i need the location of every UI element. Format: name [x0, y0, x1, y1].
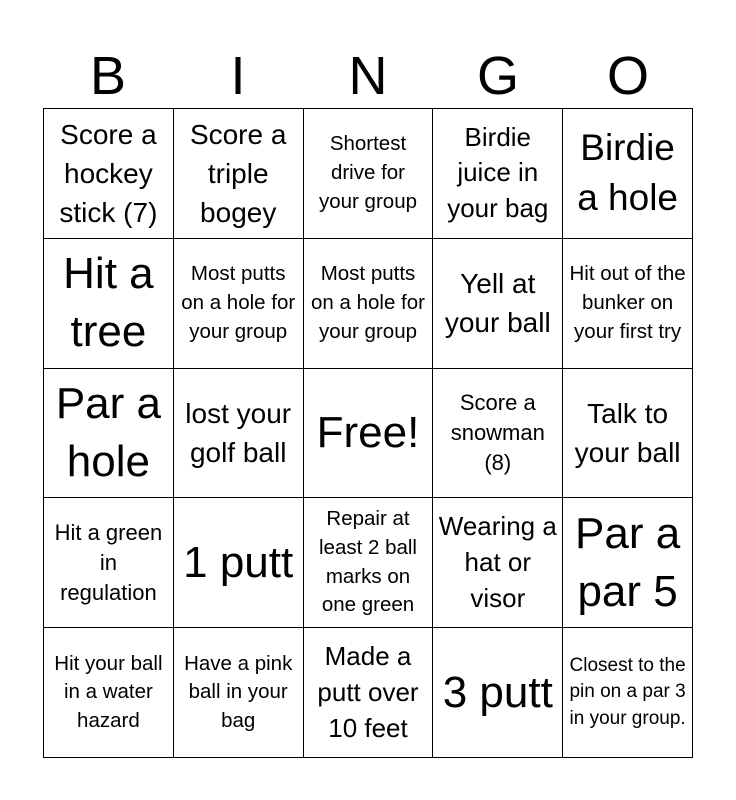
bingo-cell[interactable]: [304, 109, 434, 239]
bingo-cell-text: Most putts on a hole for your group: [311, 262, 425, 343]
bingo-cell-text: Birdie a hole: [577, 127, 678, 219]
bingo-cell-text: 1 putt: [183, 537, 294, 587]
bingo-cell-text: Talk to your ball: [574, 397, 681, 468]
bingo-cell[interactable]: [563, 628, 693, 758]
bingo-cell[interactable]: [304, 628, 434, 758]
bingo-cell[interactable]: [174, 239, 304, 369]
bingo-cell[interactable]: [304, 239, 434, 369]
bingo-cell[interactable]: [174, 109, 304, 239]
header-letter-g: G: [476, 46, 519, 106]
bingo-cell[interactable]: [304, 498, 434, 628]
bingo-cell[interactable]: [433, 628, 563, 758]
bingo-cell[interactable]: [174, 369, 304, 499]
bingo-cell-text: lost your golf ball: [185, 397, 292, 468]
header-letter-i: I: [230, 46, 246, 106]
bingo-cell-text: Wearing a hat or visor: [438, 510, 557, 613]
bingo-cell[interactable]: [44, 498, 174, 628]
bingo-cell[interactable]: [433, 109, 563, 239]
bingo-cell[interactable]: [563, 498, 693, 628]
bingo-cell-text: Yell at your ball: [444, 268, 551, 339]
bingo-cell-text: Free!: [316, 407, 420, 457]
bingo-cell[interactable]: [44, 239, 174, 369]
bingo-cell-text: Hit a green in regulation: [54, 519, 163, 605]
bingo-cell-text: Par a par 5: [575, 508, 681, 616]
bingo-cell[interactable]: [174, 498, 304, 628]
bingo-cell-text: Most putts on a hole for your group: [181, 262, 296, 343]
bingo-cell[interactable]: [44, 369, 174, 499]
bingo-cell[interactable]: [563, 109, 693, 239]
bingo-cell-text: Made a putt over 10 feet: [317, 640, 419, 743]
bingo-cell-text: Score a triple bogey: [189, 118, 287, 228]
bingo-cell-text: Birdie juice in your bag: [447, 121, 549, 224]
bingo-cell-free[interactable]: [304, 369, 434, 499]
bingo-cell-text: Hit a tree: [63, 249, 154, 357]
bingo-cell[interactable]: [44, 109, 174, 239]
bingo-board: [43, 108, 693, 758]
bingo-cell-text: Have a pink ball in your bag: [184, 651, 293, 732]
bingo-cell-text: 3 putt: [442, 667, 553, 717]
bingo-cell[interactable]: [44, 628, 174, 758]
bingo-cell[interactable]: [563, 369, 693, 499]
bingo-cell[interactable]: [174, 628, 304, 758]
bingo-cell[interactable]: [433, 369, 563, 499]
bingo-cell-text: Hit out of the bunker on your first try: [569, 262, 686, 343]
bingo-cell-text: Score a hockey stick (7): [59, 118, 158, 228]
bingo-cell[interactable]: [433, 498, 563, 628]
bingo-cell-text: Hit your ball in a water hazard: [54, 651, 163, 732]
bingo-cell-text: Repair at least 2 ball marks on one green: [318, 507, 417, 617]
header-letter-b: B: [89, 46, 127, 106]
bingo-cell[interactable]: [563, 239, 693, 369]
bingo-cell[interactable]: [433, 239, 563, 369]
bingo-cell-text: Score a snowman (8): [450, 390, 545, 475]
header-letter-n: N: [348, 46, 388, 106]
bingo-cell-text: Closest to the pin on a par 3 in your group.: [569, 654, 686, 729]
bingo-cell-text: Par a hole: [55, 378, 161, 486]
header-letter-o: O: [606, 46, 649, 106]
bingo-cell-text: Shortest drive for your group: [318, 132, 417, 213]
bingo-header: [43, 44, 693, 108]
